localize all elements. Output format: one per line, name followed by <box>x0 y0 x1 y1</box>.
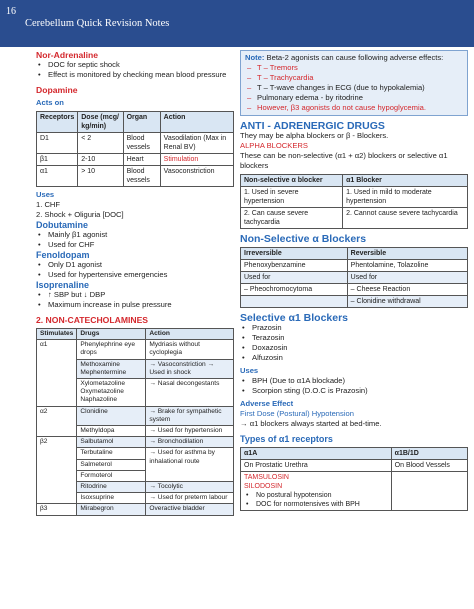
table-cell: β1 <box>37 154 78 166</box>
list-item: – However, β3 agonists do not cause hypoglycemia. <box>255 103 463 113</box>
list-item: • ↑ SBP but ↓ DBP <box>46 290 234 300</box>
table-header: Dose (mcg/ kg/min) <box>78 112 123 133</box>
table-cell: Mydriasis without cycloplegia <box>146 340 234 359</box>
table-cell: On Blood Vessels <box>391 460 467 472</box>
fenoldopam-heading: Fenoldopam <box>36 250 90 260</box>
list-item: – T – T-wave changes in ECG (due to hypokalemia) <box>255 83 463 93</box>
dopamine-heading: Dopamine <box>36 85 78 95</box>
list-item: • Maximum increase in pulse pressure <box>46 300 234 310</box>
table-row <box>241 472 468 511</box>
left-column <box>36 50 234 516</box>
table-cell: 2. Can cause severe tachycardia <box>241 208 343 229</box>
list-item: • Prazosin <box>250 323 468 333</box>
table-row <box>37 504 234 515</box>
noncat-table <box>36 328 234 516</box>
right-column <box>240 50 468 511</box>
table-cell: On Prostatic Urethra <box>241 460 392 472</box>
table-cell: → Used for preterm labour <box>146 493 234 504</box>
table-cell: → Brake for sympathetic system <box>146 406 234 425</box>
list-item: • Scorpion sting (D.O.C is Prazosin) <box>250 386 468 396</box>
anti-adrenergic-heading: ANTI - ADRENERGIC DRUGS <box>240 120 385 132</box>
alpha-compare-table <box>240 174 468 229</box>
note-intro <box>245 53 463 63</box>
table-header: Receptors <box>37 112 78 133</box>
table-header: Non-selective α blocker <box>241 175 343 187</box>
drug-name: SILODOSIN <box>244 483 283 490</box>
table-row <box>241 296 468 308</box>
table-cell: < 2 <box>78 133 123 154</box>
nonselective-heading: Non-Selective α Blockers <box>240 233 367 245</box>
noradrenaline-heading: Nor-Adrenaline <box>36 50 99 60</box>
fenoldopam-list <box>36 260 234 280</box>
dopamine-use-1: 1. CHF <box>36 200 61 209</box>
types-detail-cell <box>241 472 392 511</box>
selective-uses-heading: Uses <box>240 366 259 375</box>
drug-name: TAMSULOSIN <box>244 474 289 481</box>
table-cell: Vasodilation (Max in Renal BV) <box>160 133 233 154</box>
table-row <box>37 437 234 448</box>
table-row <box>241 272 468 284</box>
table-cell: → Tocolytic <box>146 482 234 493</box>
isoprenaline-list <box>36 290 234 310</box>
receptor-cell: α1 <box>37 340 77 406</box>
table-header: Stimulates <box>37 329 77 340</box>
list-item: • DOC for normotensives with BPH <box>254 500 388 509</box>
book-title: Cerebellum Quick Revision Notes <box>25 18 170 29</box>
dopamine-uses-heading: Uses <box>36 190 55 199</box>
note-label: Note: <box>245 53 265 62</box>
list-item: • BPH (Due to α1A blockade) <box>250 376 468 386</box>
types-points <box>244 491 388 509</box>
table-cell: Isoxsuprine <box>77 493 146 504</box>
table-cell: → Nasal decongestants <box>146 379 234 407</box>
receptor-cell: β3 <box>37 504 77 515</box>
table-cell: → Bronchodilation <box>146 437 234 448</box>
table-cell: 2-10 <box>78 154 123 166</box>
table-cell: Phenylephrine eye drops <box>77 340 146 359</box>
list-item: – T – Tremors <box>255 63 463 73</box>
list-item: • No postural hypotension <box>254 491 388 500</box>
table-cell: Methyldopa <box>77 426 146 437</box>
page-number: 16 <box>6 6 16 17</box>
table-row <box>37 340 234 359</box>
selective-heading: Selective α1 Blockers <box>240 312 349 324</box>
table-cell: Used for <box>241 272 348 284</box>
list-item: • Used for hypertensive emergencies <box>46 270 234 280</box>
table-cell: – Pheochromocytoma <box>241 284 348 296</box>
table-cell: – Clonidine withdrawal <box>347 296 467 308</box>
table-cell: Phentolamine, Tolazoline <box>347 260 467 272</box>
acts-on-label: Acts on <box>36 98 64 107</box>
list-item: • Terazosin <box>250 333 468 343</box>
note-list <box>245 63 463 113</box>
table-cell: Salbutamol <box>77 437 146 448</box>
alpha-blockers-heading: ALPHA BLOCKERS <box>240 141 308 150</box>
table-header: Reversible <box>347 248 467 260</box>
table-cell: > 10 <box>78 166 123 187</box>
list-item: • Used for CHF <box>46 240 234 250</box>
table-cell: → Used for asthma by inhalational route <box>146 448 234 482</box>
list-item: – Pulmonary edema - by ritodrine <box>255 93 463 103</box>
table-cell: 1. Used in mild to moderate hypertension <box>343 187 468 208</box>
table-cell: Methoxamine Mephentermine <box>77 359 146 378</box>
table-header: Action <box>146 329 234 340</box>
table-cell: Formoterol <box>77 470 146 481</box>
selective-drug-list <box>240 323 468 363</box>
anti-line-1: They may be alpha blockers or β - Blockers. <box>240 131 389 140</box>
noradrenaline-list <box>36 60 234 80</box>
table-cell: Blood vessels <box>123 133 160 154</box>
table-header: Drugs <box>77 329 146 340</box>
table-cell: Overactive bladder <box>146 504 234 515</box>
table-cell: Xylometazoline Oxymetazoline Naphazoline <box>77 379 146 407</box>
table-cell: → Used for hypertension <box>146 426 234 437</box>
table-cell: Clonidine <box>77 406 146 425</box>
table-row <box>37 154 234 166</box>
table-header: Organ <box>123 112 160 133</box>
list-item: • Doxazosin <box>250 343 468 353</box>
list-item: • Only D1 agonist <box>46 260 234 270</box>
list-item: • Alfuzosin <box>250 353 468 363</box>
noncat-heading: 2. NON-CATECHOLAMINES <box>36 315 149 325</box>
table-cell: Mirabegron <box>77 504 146 515</box>
table-cell: Phenoxybenzamine <box>241 260 348 272</box>
table-row <box>37 406 234 425</box>
table-row <box>241 208 468 229</box>
dobutamine-heading: Dobutamine <box>36 220 89 230</box>
adverse-heading: Adverse Effect <box>240 399 294 408</box>
table-cell: Salmeterol <box>77 459 146 470</box>
dopamine-table <box>36 111 234 187</box>
list-item: – T – Trachycardia <box>255 73 463 83</box>
note-box <box>240 50 468 116</box>
types-table <box>240 447 468 511</box>
table-cell: 1. Used in severe hypertension <box>241 187 343 208</box>
table-cell: Heart <box>123 154 160 166</box>
nonselective-table <box>240 247 468 308</box>
anti-line-2: These can be non-selective (α1 + α2) blockers or selective α1 blockers <box>240 151 448 170</box>
adverse-sub: First Dose (Postural) Hypotension <box>240 409 354 418</box>
table-cell: D1 <box>37 133 78 154</box>
receptor-cell: α2 <box>37 406 77 437</box>
table-cell: α1 <box>37 166 78 187</box>
page-header <box>0 0 474 47</box>
table-row <box>241 187 468 208</box>
list-item: • Mainly β1 agonist <box>46 230 234 240</box>
table-cell: Vasoconstriction <box>160 166 233 187</box>
table-cell: 2. Cannot cause severe tachycardia <box>343 208 468 229</box>
dobutamine-list <box>36 230 234 250</box>
types-heading: Types of α1 receptors <box>240 434 333 444</box>
table-cell: → Vasoconstriction → Used in shock <box>146 359 234 378</box>
table-header: Irreversible <box>241 248 348 260</box>
table-header: Action <box>160 112 233 133</box>
table-row <box>37 133 234 154</box>
adverse-text: → α1 blockers always started at bed-time. <box>240 419 382 428</box>
table-row <box>241 260 468 272</box>
dopamine-use-2: 2. Shock + Oliguria [DOC] <box>36 210 124 219</box>
selective-uses-list <box>240 376 468 396</box>
table-cell: – Cheese Reaction <box>347 284 467 296</box>
note-text: Beta-2 agonists can cause following adverse effects: <box>266 53 444 62</box>
receptor-cell: β2 <box>37 437 77 504</box>
isoprenaline-heading: Isoprenaline <box>36 280 90 290</box>
table-cell <box>391 472 467 511</box>
table-cell: Stimulation <box>160 154 233 166</box>
table-header: α1B/1D <box>391 448 467 460</box>
table-cell: Used for <box>347 272 467 284</box>
table-cell: Ritodrine <box>77 482 146 493</box>
table-cell <box>241 296 348 308</box>
table-cell: Blood vessels <box>123 166 160 187</box>
list-item: • DOC for septic shock <box>46 60 234 70</box>
table-cell: Terbutaline <box>77 448 146 459</box>
table-row <box>241 460 468 472</box>
list-item: • Effect is monitored by checking mean blood pressure <box>46 70 234 80</box>
table-row <box>37 166 234 187</box>
table-header: α1 Blocker <box>343 175 468 187</box>
table-row <box>241 284 468 296</box>
table-header: α1A <box>241 448 392 460</box>
